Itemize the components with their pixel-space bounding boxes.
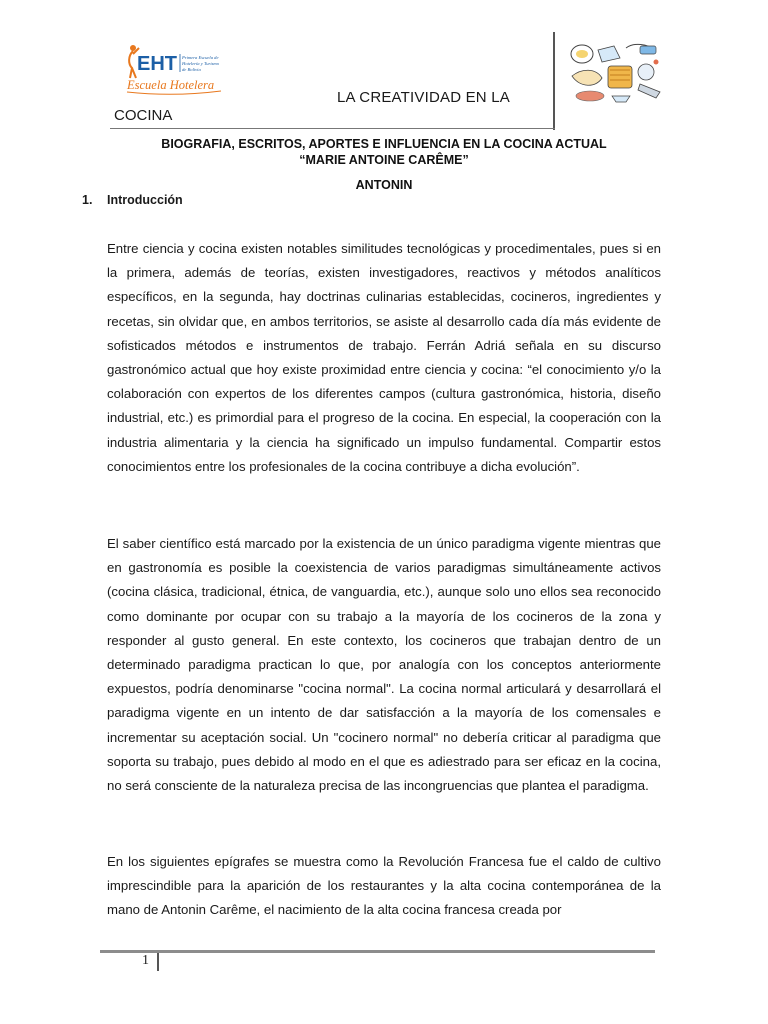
header-divider-vertical xyxy=(553,32,555,130)
section-title: Introducción xyxy=(107,193,183,207)
paragraph-1: Entre ciencia y cocina existen notables similitudes tecnológicas y procedimentales, pues si en la primera, además de teorías, existen investigadores, reactivos y métodos analíticos específicos, en la segunda, hay doctrinas culinarias establecidas, cocineros, ingredientes y recetas, sin olvidar que, en ambos territorios, se asiste al desarrollo cada día más evidente de sofisticados métodos e instrumentos de trabajo. Ferrán Adriá señala en su discurso gastronómico actual que hoy existe proximidad entre ciencia y cocina: “el conocimiento y/o la colaboración con expertos de los diferentes campos (cultura gastronómica, historia, diseño industrial, etc.) es primordial para el progreso de la cocina. En especial, la cooperación con la industria alimentaria y la ciencia ha significado un impulso fundamental. Compartir estos conocimientos entre los profesionales de la cocina contribuye a dicha evolución”. xyxy=(107,241,661,474)
page-number-bar xyxy=(157,953,159,971)
section-number: 1. xyxy=(82,193,93,207)
header-title-line1: LA CREATIVIDAD EN LA xyxy=(337,89,510,106)
document-heading-line3: ANTONIN xyxy=(355,178,413,192)
logo-subtitle-text: Escuela Hotelera xyxy=(127,78,215,92)
logo-brand-text: EHT xyxy=(137,53,177,75)
paragraph-3: En los siguientes epígrafes se muestra como la Revolución Francesa fue el caldo de cultivo imprescindible para la aparición de los restaurantes y la alta cocina contemporánea de la mano de Antonin Carême, el nacimiento de la alta cocina francesa creada por xyxy=(107,854,661,918)
logo-tagline-2: Hotelería y Turismo xyxy=(182,61,220,66)
paragraph-2: El saber científico está marcado por la existencia de un único paradigma vigente mientras que en gastronomía es posible la coexistencia de varios paradigmas simultáneamente activos (cocina clásica, tradicional, étnica, de vanguardia, etc.), aunque solo uno ellos sea reconocido como dominante por ocupar con su trabajo a la mayoría de los cocineros de la zona y responder al gusto general. En este contexto, los cocineros que trabajan dentro de un determinado paradigma practican lo que, por analogía con los conceptos anteriormente expuestos, podría denominarse "cocina normal". La cocina normal articulará y desarrollará el paradigma vigente en un intento de dar satisfacción a la mayoría de los comensales e incrementar su aceptación social. Un "cocinero normal" no debería criticar al paradigma que soporta su trabajo, pues debido al modo en el que es adiestrado para ser eficaz en la cocina, no será consciente de la naturaleza precisa de las incongruencias que plantea el paradigma. xyxy=(107,536,661,794)
section-heading xyxy=(82,193,183,207)
document-heading-line1: BIOGRAFIA, ESCRITOS, APORTES E INFLUENCIA EN LA COCINA ACTUAL xyxy=(161,137,607,151)
header-title-line2: COCINA xyxy=(114,107,173,124)
logo-figure-head xyxy=(130,45,136,51)
footer-divider xyxy=(100,950,655,953)
logo-tagline-1: Primera Escuela de xyxy=(182,55,219,60)
page-number: 1 xyxy=(142,953,149,968)
logo-tagline-3: de Bolivia xyxy=(182,67,201,72)
kitchen-illustration-icon xyxy=(568,40,663,106)
header-divider-horizontal xyxy=(110,128,555,129)
document-heading-line2: “MARIE ANTOINE CARÊME” xyxy=(299,153,469,167)
eht-logo xyxy=(124,42,224,102)
